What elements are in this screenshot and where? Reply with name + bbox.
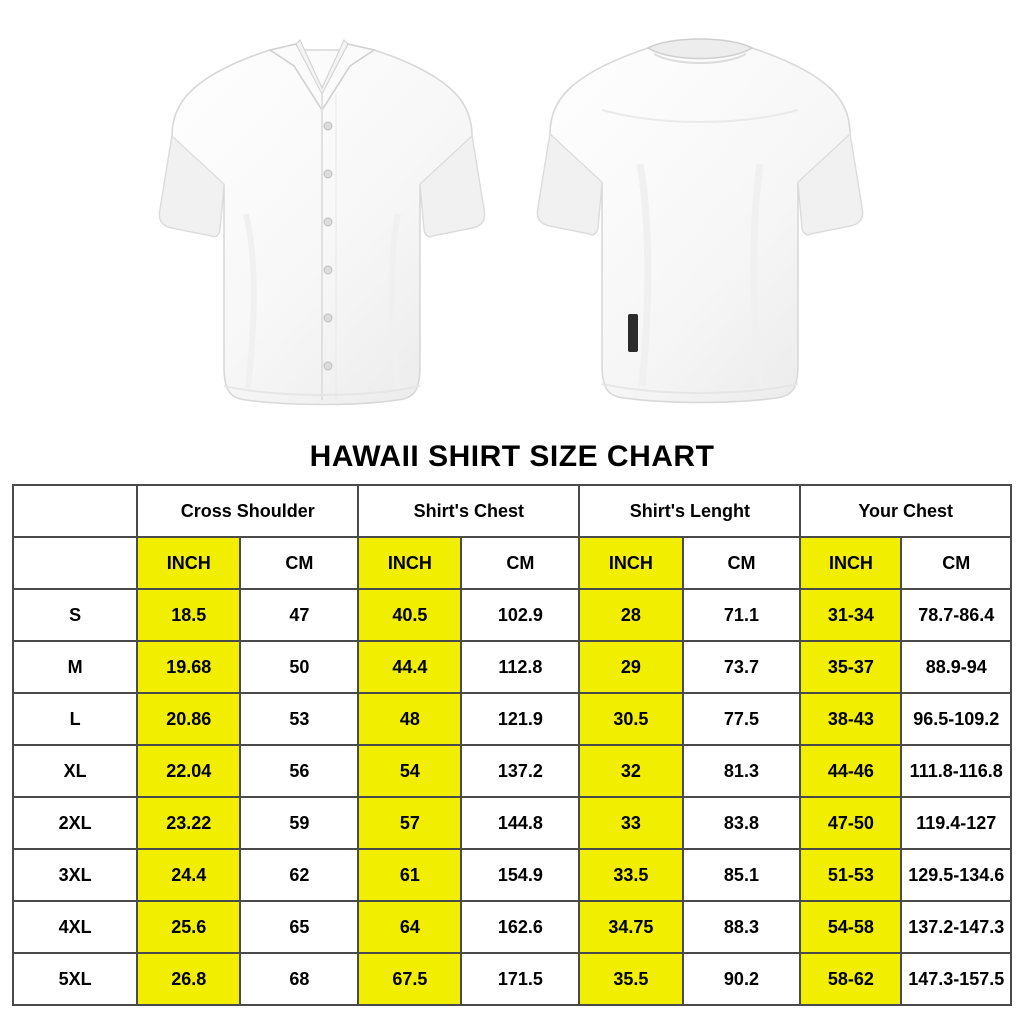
- cell-chest-inch: 57: [358, 797, 461, 849]
- cell-chest-inch: 48: [358, 693, 461, 745]
- cell-cross-shoulder-inch: 22.04: [137, 745, 240, 797]
- group-header-shirts-lenght: Shirt's Lenght: [579, 485, 800, 537]
- cell-length-inch: 28: [579, 589, 682, 641]
- unit-header-cross-shoulder-cm: CM: [240, 537, 358, 589]
- row-size-label: 4XL: [13, 901, 137, 953]
- cell-length-inch: 34.75: [579, 901, 682, 953]
- table-row: [13, 745, 1011, 797]
- page-title: HAWAII SHIRT SIZE CHART: [309, 440, 715, 473]
- table-row: [13, 641, 1011, 693]
- shirt-back-image: [530, 14, 870, 429]
- shirt-front-image: [150, 14, 490, 429]
- cell-your-chest-inch: 38-43: [800, 693, 901, 745]
- cell-chest-inch: 61: [358, 849, 461, 901]
- cell-cross-shoulder-cm: 47: [240, 589, 358, 641]
- shirt-illustrations: [0, 0, 1024, 440]
- table-row: [13, 693, 1011, 745]
- shirt-back-illustration: [530, 14, 870, 424]
- cell-cross-shoulder-inch: 25.6: [137, 901, 240, 953]
- group-header-cross-shoulder: Cross Shoulder: [137, 485, 358, 537]
- cell-your-chest-cm: 119.4-127: [901, 797, 1011, 849]
- cell-length-cm: 83.8: [683, 797, 801, 849]
- cell-chest-inch: 40.5: [358, 589, 461, 641]
- cell-length-inch: 33: [579, 797, 682, 849]
- cell-chest-cm: 112.8: [461, 641, 579, 693]
- unit-header-length-inch: INCH: [579, 537, 682, 589]
- cell-chest-cm: 102.9: [461, 589, 579, 641]
- cell-your-chest-cm: 96.5-109.2: [901, 693, 1011, 745]
- cell-chest-cm: 137.2: [461, 745, 579, 797]
- cell-cross-shoulder-inch: 26.8: [137, 953, 240, 1005]
- cell-your-chest-inch: 47-50: [800, 797, 901, 849]
- cell-chest-cm: 162.6: [461, 901, 579, 953]
- cell-chest-inch: 44.4: [358, 641, 461, 693]
- cell-your-chest-cm: 88.9-94: [901, 641, 1011, 693]
- unit-header-chest-inch: INCH: [358, 537, 461, 589]
- table-row: [13, 797, 1011, 849]
- row-size-label: XL: [13, 745, 137, 797]
- table-unit-header-row: [13, 537, 1011, 589]
- unit-header-your-chest-inch: INCH: [800, 537, 901, 589]
- cell-cross-shoulder-cm: 50: [240, 641, 358, 693]
- cell-your-chest-inch: 51-53: [800, 849, 901, 901]
- unit-header-length-cm: CM: [683, 537, 801, 589]
- cell-chest-inch: 54: [358, 745, 461, 797]
- cell-chest-inch: 67.5: [358, 953, 461, 1005]
- group-header-shirts-chest: Shirt's Chest: [358, 485, 579, 537]
- cell-chest-cm: 121.9: [461, 693, 579, 745]
- cell-your-chest-cm: 129.5-134.6: [901, 849, 1011, 901]
- cell-cross-shoulder-inch: 23.22: [137, 797, 240, 849]
- cell-cross-shoulder-cm: 56: [240, 745, 358, 797]
- group-header-your-chest: Your Chest: [800, 485, 1011, 537]
- cell-cross-shoulder-inch: 24.4: [137, 849, 240, 901]
- size-chart-table: [12, 484, 1012, 1006]
- cell-your-chest-inch: 31-34: [800, 589, 901, 641]
- row-size-label: S: [13, 589, 137, 641]
- cell-chest-cm: 154.9: [461, 849, 579, 901]
- cell-cross-shoulder-cm: 53: [240, 693, 358, 745]
- group-header-empty: [13, 485, 137, 537]
- cell-chest-inch: 64: [358, 901, 461, 953]
- cell-your-chest-inch: 54-58: [800, 901, 901, 953]
- row-size-label: L: [13, 693, 137, 745]
- shirt-front-illustration: [150, 14, 490, 424]
- cell-length-inch: 32: [579, 745, 682, 797]
- cell-chest-cm: 144.8: [461, 797, 579, 849]
- cell-length-cm: 77.5: [683, 693, 801, 745]
- cell-your-chest-cm: 111.8-116.8: [901, 745, 1011, 797]
- cell-cross-shoulder-cm: 65: [240, 901, 358, 953]
- cell-length-inch: 30.5: [579, 693, 682, 745]
- cell-length-cm: 88.3: [683, 901, 801, 953]
- cell-cross-shoulder-inch: 19.68: [137, 641, 240, 693]
- table-group-header-row: [13, 485, 1011, 537]
- cell-cross-shoulder-inch: 18.5: [137, 589, 240, 641]
- row-size-label: 5XL: [13, 953, 137, 1005]
- cell-cross-shoulder-cm: 62: [240, 849, 358, 901]
- cell-length-inch: 33.5: [579, 849, 682, 901]
- cell-length-cm: 73.7: [683, 641, 801, 693]
- cell-length-cm: 90.2: [683, 953, 801, 1005]
- table-row: [13, 589, 1011, 641]
- cell-your-chest-cm: 147.3-157.5: [901, 953, 1011, 1005]
- row-size-label: M: [13, 641, 137, 693]
- cell-length-inch: 35.5: [579, 953, 682, 1005]
- row-size-label: 3XL: [13, 849, 137, 901]
- cell-length-inch: 29: [579, 641, 682, 693]
- cell-cross-shoulder-inch: 20.86: [137, 693, 240, 745]
- size-table-container: [0, 484, 1024, 1006]
- cell-length-cm: 71.1: [683, 589, 801, 641]
- cell-your-chest-inch: 58-62: [800, 953, 901, 1005]
- table-row: [13, 953, 1011, 1005]
- unit-header-chest-cm: CM: [461, 537, 579, 589]
- cell-cross-shoulder-cm: 59: [240, 797, 358, 849]
- row-size-label: 2XL: [13, 797, 137, 849]
- cell-cross-shoulder-cm: 68: [240, 953, 358, 1005]
- table-row: [13, 901, 1011, 953]
- cell-your-chest-cm: 78.7-86.4: [901, 589, 1011, 641]
- unit-header-your-chest-cm: CM: [901, 537, 1011, 589]
- cell-your-chest-cm: 137.2-147.3: [901, 901, 1011, 953]
- cell-chest-cm: 171.5: [461, 953, 579, 1005]
- cell-length-cm: 81.3: [683, 745, 801, 797]
- cell-length-cm: 85.1: [683, 849, 801, 901]
- cell-your-chest-inch: 35-37: [800, 641, 901, 693]
- unit-header-empty: [13, 537, 137, 589]
- table-row: [13, 849, 1011, 901]
- unit-header-cross-shoulder-inch: INCH: [137, 537, 240, 589]
- cell-your-chest-inch: 44-46: [800, 745, 901, 797]
